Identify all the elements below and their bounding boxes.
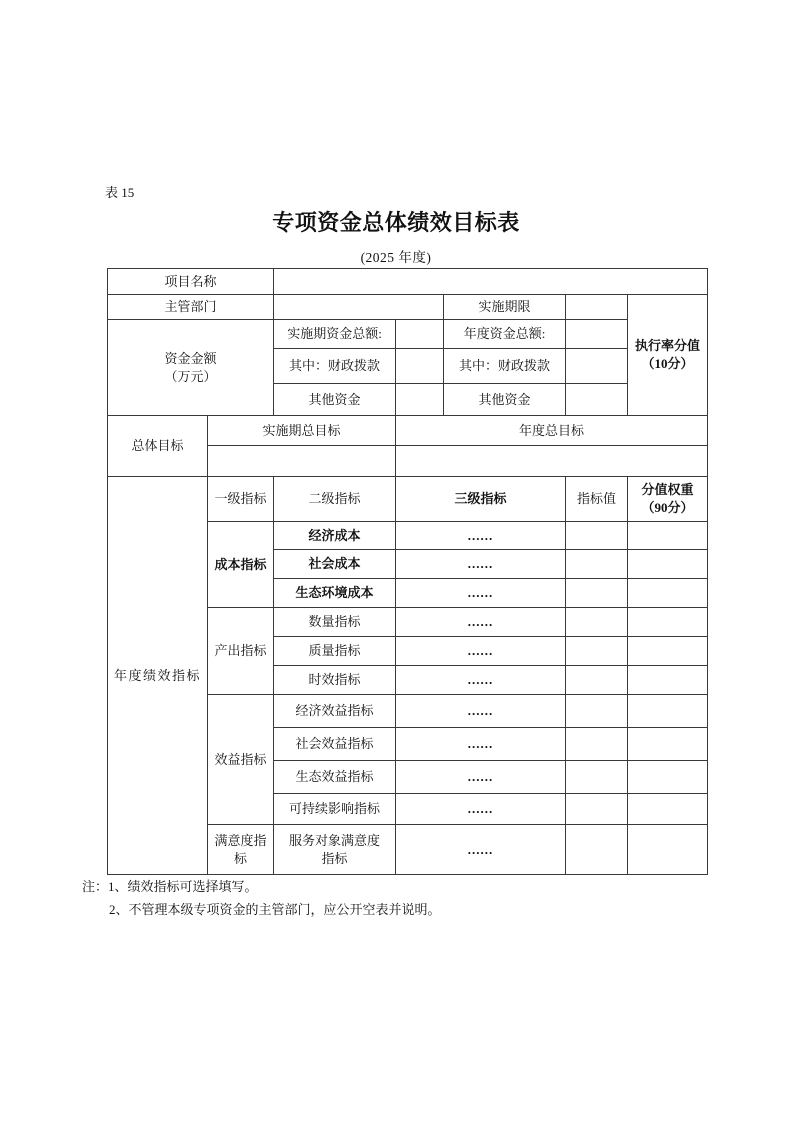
- indicator-value-cell: [566, 522, 628, 550]
- implementation-period-label-cell: 实施期限: [444, 295, 566, 320]
- score-weight-cell: [628, 695, 708, 728]
- impl-other-funds-label-cell: 其他资金: [274, 384, 396, 416]
- annual-fund-total-value-cell: [566, 320, 628, 349]
- project-name-value-cell: [274, 269, 708, 295]
- level3-indicator-cell: ......: [396, 695, 566, 728]
- level3-indicator-cell: ......: [396, 825, 566, 875]
- execution-rate-score-cell: 执行率分值（10分）: [628, 295, 708, 416]
- impl-other-funds-value-cell: [396, 384, 444, 416]
- page-title: 专项资金总体绩效目标表: [272, 210, 520, 235]
- score-weight-cell: [628, 761, 708, 794]
- impl-fund-total-value-cell: [396, 320, 444, 349]
- table-row: [108, 416, 708, 446]
- indicator-value-cell: [566, 794, 628, 825]
- impl-fund-total-label-cell: 实施期资金总额:: [274, 320, 396, 349]
- level3-indicator-cell: ......: [396, 761, 566, 794]
- satisfaction-indicator-line2: 指标: [321, 850, 348, 866]
- level3-indicator-cell: ......: [396, 522, 566, 550]
- cost-group-cell: 成本指标: [208, 522, 274, 608]
- satisfaction-indicator-line1: 服务对象满意度: [289, 832, 381, 848]
- score-weight-cell: [628, 666, 708, 695]
- impl-fiscal-allocation-label-cell: 其中：财政拨款: [274, 349, 396, 384]
- table-row: [108, 477, 708, 522]
- level3-indicator-cell: ......: [396, 608, 566, 637]
- level2-indicator-cell: 社会成本: [274, 550, 396, 579]
- table-row: [108, 320, 708, 349]
- indicator-value-cell: [566, 637, 628, 666]
- level3-header-cell: 三级指标: [396, 477, 566, 522]
- indicator-value-cell: [566, 579, 628, 608]
- level3-indicator-cell: ......: [396, 637, 566, 666]
- department-value-cell: [274, 295, 444, 320]
- indicator-value-cell: [566, 666, 628, 695]
- annual-goal-label-cell: 年度总目标: [396, 416, 708, 446]
- indicator-value-cell: [566, 825, 628, 875]
- impl-fiscal-allocation-value-cell: [396, 349, 444, 384]
- value-header-cell: 指标值: [566, 477, 628, 522]
- annual-goal-value-cell: [396, 446, 708, 477]
- score-weight-cell: [628, 608, 708, 637]
- annual-indicators-section-cell: 年度绩效指标: [108, 477, 208, 875]
- footnotes: [82, 876, 441, 921]
- score-weight-cell: [628, 825, 708, 875]
- annual-fiscal-allocation-label-cell: 其中：财政拨款: [444, 349, 566, 384]
- project-name-label-cell: 项目名称: [108, 269, 274, 295]
- score-weight-cell: [628, 522, 708, 550]
- level2-indicator-cell: 时效指标: [274, 666, 396, 695]
- implementation-period-value-cell: [566, 295, 628, 320]
- annual-other-funds-value-cell: [566, 384, 628, 416]
- page-subtitle: (2025 年度): [360, 250, 432, 265]
- performance-target-table: [107, 268, 708, 875]
- level2-indicator-cell: 质量指标: [274, 637, 396, 666]
- output-group-cell: 产出指标: [208, 608, 274, 695]
- annual-fiscal-allocation-value-cell: [566, 349, 628, 384]
- score-weight-cell: [628, 550, 708, 579]
- score-weight-cell: [628, 637, 708, 666]
- indicator-value-cell: [566, 695, 628, 728]
- footnote-2: 2、不管理本级专项资金的主管部门，应公开空表并说明。: [109, 901, 441, 917]
- table-row: [108, 269, 708, 295]
- footnote-1: 注：1、绩效指标可选择填写。: [82, 879, 258, 894]
- weight-header-cell: 分值权重（90分）: [628, 477, 708, 522]
- level3-indicator-cell: ......: [396, 666, 566, 695]
- overall-goal-label-cell: 总体目标: [108, 416, 208, 477]
- level2-indicator-cell: [274, 825, 396, 875]
- table-row: [108, 295, 708, 320]
- department-label-cell: 主管部门: [108, 295, 274, 320]
- satisfaction-group-cell: 满意度指标: [208, 825, 274, 875]
- implementation-goal-label-cell: 实施期总目标: [208, 416, 396, 446]
- implementation-goal-value-cell: [208, 446, 396, 477]
- score-weight-cell: [628, 728, 708, 761]
- annual-fund-total-label-cell: 年度资金总额:: [444, 320, 566, 349]
- level3-indicator-cell: ......: [396, 550, 566, 579]
- level2-indicator-cell: 经济效益指标: [274, 695, 396, 728]
- fund-amount-label-line2: （万元）: [164, 368, 217, 384]
- level3-indicator-cell: ......: [396, 579, 566, 608]
- fund-amount-label-line1: 资金金额: [164, 350, 217, 366]
- indicator-value-cell: [566, 550, 628, 579]
- level3-indicator-cell: ......: [396, 794, 566, 825]
- level2-header-cell: 二级指标: [274, 477, 396, 522]
- score-weight-cell: [628, 579, 708, 608]
- level2-indicator-cell: 可持续影响指标: [274, 794, 396, 825]
- score-weight-cell: [628, 794, 708, 825]
- benefit-group-cell: 效益指标: [208, 695, 274, 825]
- level2-indicator-cell: 数量指标: [274, 608, 396, 637]
- indicator-value-cell: [566, 608, 628, 637]
- level2-indicator-cell: 社会效益指标: [274, 728, 396, 761]
- level2-indicator-cell: 生态效益指标: [274, 761, 396, 794]
- indicator-value-cell: [566, 728, 628, 761]
- level2-indicator-cell: 经济成本: [274, 522, 396, 550]
- indicator-value-cell: [566, 761, 628, 794]
- table-number-label: 表 15: [105, 185, 135, 200]
- annual-other-funds-label-cell: 其他资金: [444, 384, 566, 416]
- fund-amount-label-cell: [108, 320, 274, 416]
- level2-indicator-cell: 生态环境成本: [274, 579, 396, 608]
- level1-header-cell: 一级指标: [208, 477, 274, 522]
- level3-indicator-cell: ......: [396, 728, 566, 761]
